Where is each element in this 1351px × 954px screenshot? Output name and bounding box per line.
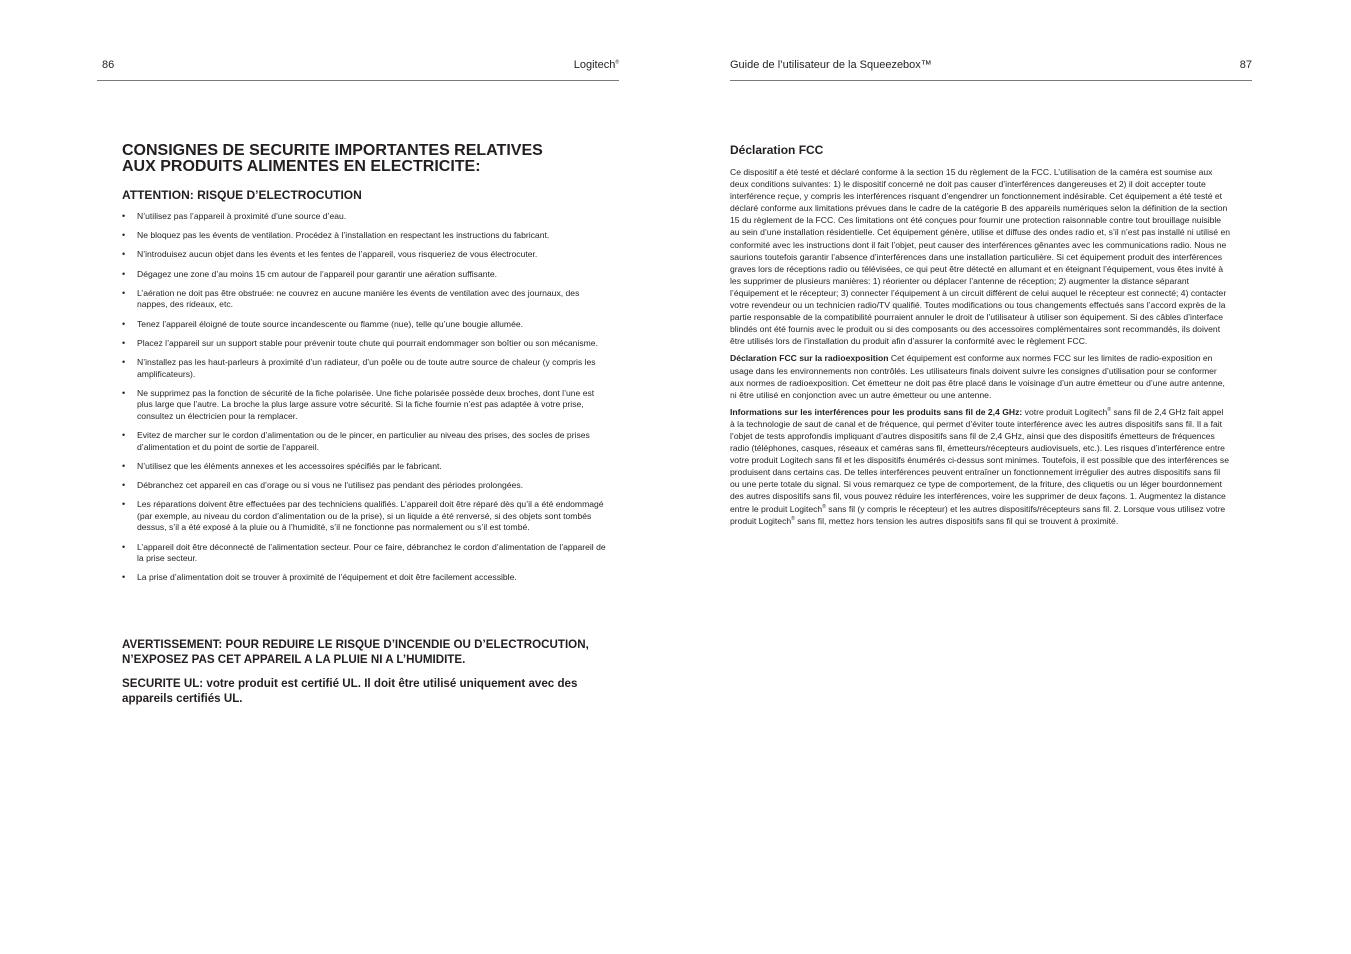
interference-text: sans fil de 2,4 GHz fait appel à la technologie de saut de canal et de fréquence, qui permet d’éviter toute interférence avec les autres dispositifs sans fil. Il a fait l’objet de tests approfondis impliquant d’autres dispositifs sans fil de 2,4 GHz, ainsi que des dispositifs émetteurs de fréquences radio (téléphones, casques, réseaux et caméras sans fil, émetteurs/récepteurs audiovisuels, etc.). Les risques d’interférence entre votre produit Logitech sans fil et les dispositifs énumérés ci-dessus sont minimes. Toutefois, il est possible que des interférences se produisent dans certains cas. De telles interférences peuvent entraîner un fonctionnement irrégulier des autres dispositifs sans fil ou une perte totale du signal. Si vous remarquez ce type de comportement, de la friture, des cliquetis ou un léger bourdonnement des autres dispositifs sans fil, vous pouvez réduire les interférences, voire les supprimer de deux façons. 1. Augmentez la distance entre le produit Logitech	[730, 406, 1230, 514]
left-page	[0, 0, 675, 954]
section-heading: ATTENTION: RISQUE D’ELECTROCUTION	[122, 188, 362, 202]
page-number: 87	[1239, 59, 1252, 71]
radio-exposure-text: Cet équipement est conforme aux normes FCC sur les limites de radio-exposition en usage dans les environnements non contrôlés. Les utilisateurs finals doivent suivre les consignes d’utilisation pour se conformer aux normes de radioexposition. Cet émetteur ne doit pas être placé dans le voisinage d’un autre émetteur ou d’une autre antenne, ni être utilisé en conjonction avec un autre émetteur ou une antenne.	[730, 353, 1225, 400]
fcc-paragraph: Ce dispositif a été testé et déclaré conforme à la section 15 du règlement de la FCC. L’utilisation de la caméra est soumise aux deux conditions suivantes: 1) le dispositif concerné ne doit pas causer d’interférences dangereuses et 2) il doit accepter toute interférence reçue, y compris les interférences risquant d’engendrer un fonctionnement indésirable. Cet équipement a été testé et déclaré conforme aux limitations prévues dans le cadre de la catégorie B des appareils numériques selon la définition de la section 15 du règlement de la FCC. Ces limitations ont été conçues pour fournir une protection raisonnable contre tout brouillage nuisible au sein d’une installation résidentielle. Cet équipement génère, utilise et diffuse des ondes radio et, s’il n’est pas installé ni utilisé en conformité avec les instructions dont il fait l’objet, peut causer des interférences gênantes avec les communications radio. Nous ne saurions toutefois garantir l’absence d’interférences dans une installation particulière. Si cet équipement produit des interférences graves lors de réceptions radio ou télévisées, ce qui peut être détecté en allumant et en éteignant l’équipement, vous êtes invité à les supprimer de plusieurs manières: 1) réorienter ou déplacer l’antenne de réception; 2) augmenter la distance séparant l’équipement et le récepteur; 3) connecter l’équipement à un circuit différent de celui auquel le récepteur est connecté; 4) contacter votre revendeur ou un technicien radio/TV qualifié. Toutes modifications ou tous changements effectués sans l’accord exprès de la partie responsable de la compatibilité pourraient annuler le droit de l’utilisateur à utiliser son équipement. Si des câbles d’interface blindés ont été fournis avec le produit ou si des composants ou des accessoires complémentaires sont recommandés, ils doivent être utilisés lors de l’installation du produit afin d’assurer la conformité avec le règlement FCC.	[730, 167, 1231, 347]
list-item: • Débranchez cet appareil en cas d’orage ou si vous ne l’utilisez pas pendant des périodes prolongées.	[122, 480, 612, 492]
page-title	[122, 143, 622, 175]
list-item: • Dégagez une zone d’au moins 15 cm autour de l’appareil pour garantir une aération suffisante.	[122, 269, 612, 281]
radio-exposure-paragraph	[730, 352, 1230, 400]
guide-title-header: Guide de l’utilisateur de la Squeezebox™	[730, 59, 932, 71]
page-number: 86	[102, 59, 115, 71]
registered-mark: ®	[822, 503, 826, 510]
list-item: • Tenez l’appareil éloigné de toute source incandescente ou flamme (nue), telle qu’une bougie allumée.	[122, 319, 612, 331]
fcc-body	[730, 166, 1230, 532]
list-item: • L’appareil doit être déconnecté de l’alimentation secteur. Pour ce faire, débranchez le cordon d’alimentation de l’appareil de la prise secteur.	[122, 542, 612, 565]
registered-mark: ®	[615, 59, 619, 66]
page-title-line-2: AUX PRODUITS ALIMENTES EN ELECTRICITE:	[122, 158, 481, 175]
list-item: • La prise d’alimentation doit se trouver à proximité de l’équipement et doit être facilement accessible.	[122, 572, 612, 584]
header-rule	[730, 80, 1252, 81]
ul-safety-notice: SECURITE UL: votre produit est certifié UL. Il doit être utilisé uniquement avec des appareils certifiés UL.	[122, 677, 578, 705]
list-item: • N’introduisez aucun objet dans les évents et les fentes de l’appareil, vous risqueriez de vous électrocuter.	[122, 249, 612, 261]
interference-paragraph	[730, 406, 1230, 527]
list-item: • Ne bloquez pas les évents de ventilation. Procédez à l’installation en respectant les instructions du fabricant.	[122, 230, 612, 242]
registered-mark: ®	[1107, 406, 1111, 413]
list-item: • Placez l’appareil sur un support stable pour prévenir toute chute qui pourrait endommager son boîtier ou son mécanisme.	[122, 338, 612, 350]
right-page	[676, 0, 1351, 954]
list-item: • N’installez pas les haut-parleurs à proximité d’un radiateur, d’un poêle ou de toute autre source de chaleur (y compris les amplificateurs).	[122, 357, 612, 380]
list-item: • Les réparations doivent être effectuées par des techniciens qualifiés. L’appareil doit être réparé dès qu’il a été endommagé (par exemple, au niveau du cordon d’alimentation ou de la prise), si un liquide a été renversé, si des objets sont tombés dessus, s’il a été exposé à la pluie ou à l’humidité, s’il ne fonctionne pas normalement ou s’il est tombé.	[122, 499, 612, 534]
brand-name: Logitech	[573, 59, 616, 71]
list-item: • N’utilisez que les éléments annexes et les accessoires spécifiés par le fabricant.	[122, 461, 612, 473]
safety-list	[122, 211, 612, 592]
interference-text: sans fil, mettez hors tension les autres dispositifs sans fil qui se trouvent à proximité.	[794, 515, 1119, 526]
list-item: • L’aération ne doit pas être obstruée: ne couvrez en aucune manière les évents de ventilation avec des journaux, des nappes, des rideaux, etc.	[122, 288, 612, 311]
brand-header	[574, 59, 619, 71]
interference-text: votre produit Logitech	[1022, 406, 1108, 417]
section-heading: Déclaration FCC	[730, 143, 824, 157]
interference-text: sans fil (y compris le récepteur) et les autres dispositifs/récepteurs sans fil. 2. Lorsque vous utilisez votre produit Logitech	[730, 503, 1226, 526]
header-rule	[97, 80, 619, 81]
registered-mark: ®	[791, 515, 795, 522]
radio-exposure-title: Déclaration FCC sur la radioexposition	[730, 353, 889, 364]
list-item: • N’utilisez pas l’appareil à proximité d’une source d’eau.	[122, 211, 612, 223]
interference-title: Informations sur les interférences pour les produits sans fil de 2,4 GHz:	[730, 406, 1023, 417]
list-item: • Evitez de marcher sur le cordon d’alimentation ou de le pincer, en particulier au niveau des prises, des socles de prises d’alimentation et du point de sortie de l’appareil.	[122, 430, 612, 453]
page-title-line-1: CONSIGNES DE SECURITE IMPORTANTES RELATIVES	[122, 142, 543, 159]
fire-warning: AVERTISSEMENT: POUR REDUIRE LE RISQUE D’INCENDIE OU D’ELECTROCUTION, N’EXPOSEZ PAS CET APPAREIL A LA PLUIE NI A L’HUMIDITE.	[122, 638, 589, 666]
list-item: • Ne supprimez pas la fonction de sécurité de la fiche polarisée. Une fiche polarisée possède deux broches, dont l’une est plus large que l’autre. La broche la plus large assure votre sécurité. Si la fiche fournie n’est pas adaptée à votre prise, consultez un électricien pour la remplacer.	[122, 388, 612, 423]
